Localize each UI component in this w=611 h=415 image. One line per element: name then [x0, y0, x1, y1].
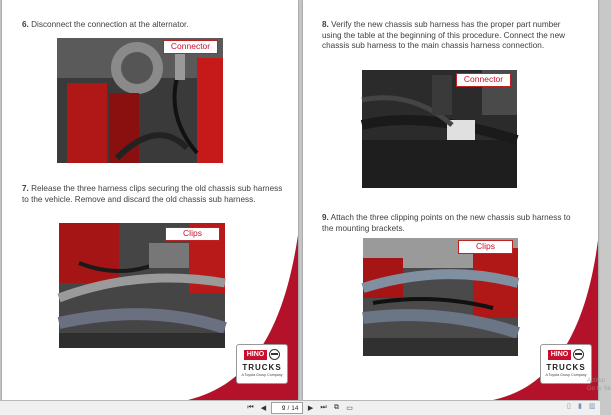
logo-trucks-text-right: TRUCKS [546, 363, 586, 372]
first-page-icon[interactable]: ⏮ [247, 404, 254, 411]
current-page-input[interactable] [275, 405, 285, 412]
page-indicator [271, 402, 302, 414]
next-page-icon[interactable]: ▶ [307, 405, 314, 412]
hino-brand-mark-right: HINO [548, 350, 572, 360]
step-6-text: 6. Disconnect the connection at the alternator. [22, 20, 189, 29]
step-7-text: 7. Release the three harness clips securing the old chassis sub harness to the vehicle. Remove and discard the old chassis sub harness. [22, 184, 283, 204]
bookmark-view-icon[interactable]: ▮ [578, 403, 582, 410]
clips-callout-step-9: Clips [458, 240, 513, 254]
view-mode-icons [567, 403, 596, 411]
document-page-left [2, 0, 298, 400]
hino-trucks-logo-right [540, 344, 592, 384]
step-8-text: 8. Verify the new chassis sub harness has the proper part number using the table at the beginning of this procedure. Connect the new chassis sub harness to the main chassis harness connection. [322, 20, 566, 51]
step-8-number: 8. [322, 20, 329, 29]
total-pages: 14 [291, 404, 299, 412]
chassis-connector-photo [362, 70, 517, 188]
pdf-navigation-toolbar [0, 400, 600, 415]
logo-subtitle-right: A Toyota Group Company [545, 373, 587, 377]
single-page-view-icon[interactable]: ▯ [567, 403, 571, 410]
activation-watermark-line-1: Activat [587, 378, 606, 384]
connector-callout-step-8: Connector [456, 73, 511, 87]
page-separator: / [287, 404, 290, 412]
step-7-number: 7. [22, 184, 29, 193]
logo-trucks-text: TRUCKS [242, 363, 282, 372]
last-page-icon[interactable]: ⏭ [320, 404, 327, 411]
document-page-right [303, 0, 598, 400]
two-page-view-icon[interactable]: ▥ [589, 403, 596, 410]
step-9-number: 9. [322, 213, 329, 222]
clips-callout-step-7: Clips [165, 227, 220, 241]
hino-brand-mark: HINO [244, 350, 268, 360]
hino-trucks-logo [236, 344, 288, 384]
connector-callout-step-6: Connector [163, 40, 218, 54]
alternator-photo [57, 38, 223, 163]
copy-page-icon[interactable]: ⧉ [334, 404, 340, 411]
step-9-text: 9. Attach the three clipping points on the new chassis sub harness to the mounting brackets. [322, 213, 571, 233]
activation-watermark-line-2: Go to Se [587, 386, 611, 392]
previous-page-icon[interactable]: ◀ [260, 405, 267, 412]
hino-emblem-icon-right [573, 349, 584, 360]
logo-subtitle: A Toyota Group Company [241, 373, 283, 377]
step-6-number: 6. [22, 20, 29, 29]
fit-page-icon[interactable]: ▭ [346, 405, 353, 412]
hino-emblem-icon [269, 349, 280, 360]
